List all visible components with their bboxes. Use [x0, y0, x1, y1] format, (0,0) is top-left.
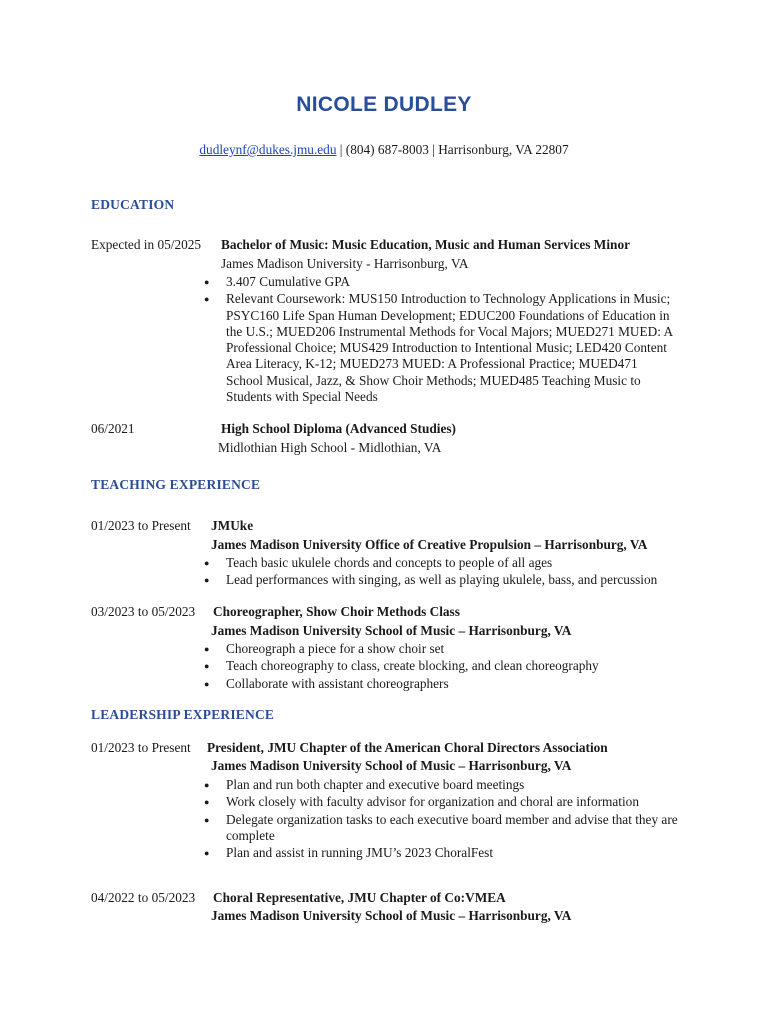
- section-heading-teaching: TEACHING EXPERIENCE: [91, 477, 261, 492]
- resume-name: NICOLE DUDLEY: [296, 93, 472, 116]
- entry-title: High School Diploma (Advanced Studies): [221, 421, 456, 436]
- list-item: ● Plan and run both chapter and executive board meetings: [204, 777, 525, 792]
- list-item: ● Relevant Coursework: MUS150 Introduction to Technology Applications in Music; PSYC160 Life Span Human Development; EDUC200 Foundations of Education in the U.S.; MUED206 Instrumental Methods for Vocal Majors; MUED271 MUED: A Professional Choice; MUS429 Introduction to Intentional Music; LED420 Content Area Literacy, K-12; MUED273 MUED: A Professional Practice; MUED471 School Musical, Jazz, & Show Choir Methods; MUED485 Teaching Music to Students with Special Needs: [204, 291, 673, 405]
- bullet-icon: ●: [204, 558, 210, 568]
- entry-title: Choreographer, Show Choir Methods Class: [213, 604, 460, 619]
- list-item: ● Work closely with faculty advisor for organization and choral are information: [204, 794, 639, 810]
- entry-date: 01/2023 to Present: [91, 518, 191, 533]
- entry-bullets: [204, 555, 684, 590]
- section-heading-leadership: LEADERSHIP EXPERIENCE: [91, 707, 275, 722]
- list-item: ● Collaborate with assistant choreographers: [204, 675, 449, 691]
- email-link[interactable]: dudleynf@dukes.jmu.edu: [199, 142, 337, 157]
- bullet-icon: ●: [204, 678, 210, 689]
- bullet-icon: ●: [204, 780, 210, 790]
- bullet-icon: ●: [204, 294, 210, 305]
- contact-details: | (804) 687-8003 | Harrisonburg, VA 22807: [336, 142, 569, 157]
- list-item: ● Choreograph a piece for a show choir set: [204, 641, 445, 656]
- bullet-icon: ●: [204, 277, 210, 287]
- entry-title: President, JMU Chapter of the American Choral Directors Association: [207, 740, 608, 755]
- entry-organization: James Madison University School of Music – Harrisonburg, VA: [211, 623, 572, 638]
- bullet-icon: ●: [204, 644, 210, 654]
- bullet-icon: ●: [204, 848, 210, 859]
- list-item: ● Teach choreography to class, create blocking, and clean choreography: [204, 658, 599, 674]
- bullet-icon: ●: [204, 797, 210, 808]
- entry-title: JMUke: [211, 518, 254, 533]
- entry-date: Expected in 05/2025: [91, 237, 202, 252]
- entry-date: 04/2022 to 05/2023: [91, 890, 196, 905]
- entry-bullets: [204, 274, 676, 406]
- list-item: ● Delegate organization tasks to each executive board member and advise that they are complete: [204, 811, 678, 843]
- entry-date: 03/2023 to 05/2023: [91, 604, 196, 619]
- entry-organization: James Madison University School of Music – Harrisonburg, VA: [211, 758, 572, 773]
- contact-line: [0, 142, 768, 158]
- bullet-icon: ●: [204, 575, 210, 586]
- list-item: ● Plan and assist in running JMU’s 2023 ChoralFest: [204, 845, 494, 861]
- list-item: ● Teach basic ukulele chords and concepts to people of all ages: [204, 555, 553, 570]
- entry-organization: Midlothian High School - Midlothian, VA: [218, 440, 442, 455]
- entry-date: 01/2023 to Present: [91, 740, 191, 755]
- entry-organization: James Madison University School of Music – Harrisonburg, VA: [211, 908, 572, 923]
- entry-organization: James Madison University - Harrisonburg, VA: [221, 256, 469, 271]
- entry-title: Choral Representative, JMU Chapter of Co:VMEA: [213, 890, 506, 905]
- entry-title: Bachelor of Music: Music Education, Music and Human Services Minor: [221, 237, 630, 252]
- section-heading-education: EDUCATION: [91, 197, 175, 212]
- entry-date: 06/2021: [91, 421, 135, 436]
- list-item: ● Lead performances with singing, as well as playing ukulele, bass, and percussion: [204, 572, 658, 588]
- entry-bullets: [204, 641, 684, 693]
- entry-organization: James Madison University Office of Creative Propulsion – Harrisonburg, VA: [211, 537, 648, 552]
- bullet-icon: ●: [204, 661, 210, 672]
- entry-bullets: [204, 777, 682, 862]
- bullet-icon: ●: [204, 814, 210, 825]
- list-item: ● 3.407 Cumulative GPA: [204, 274, 350, 289]
